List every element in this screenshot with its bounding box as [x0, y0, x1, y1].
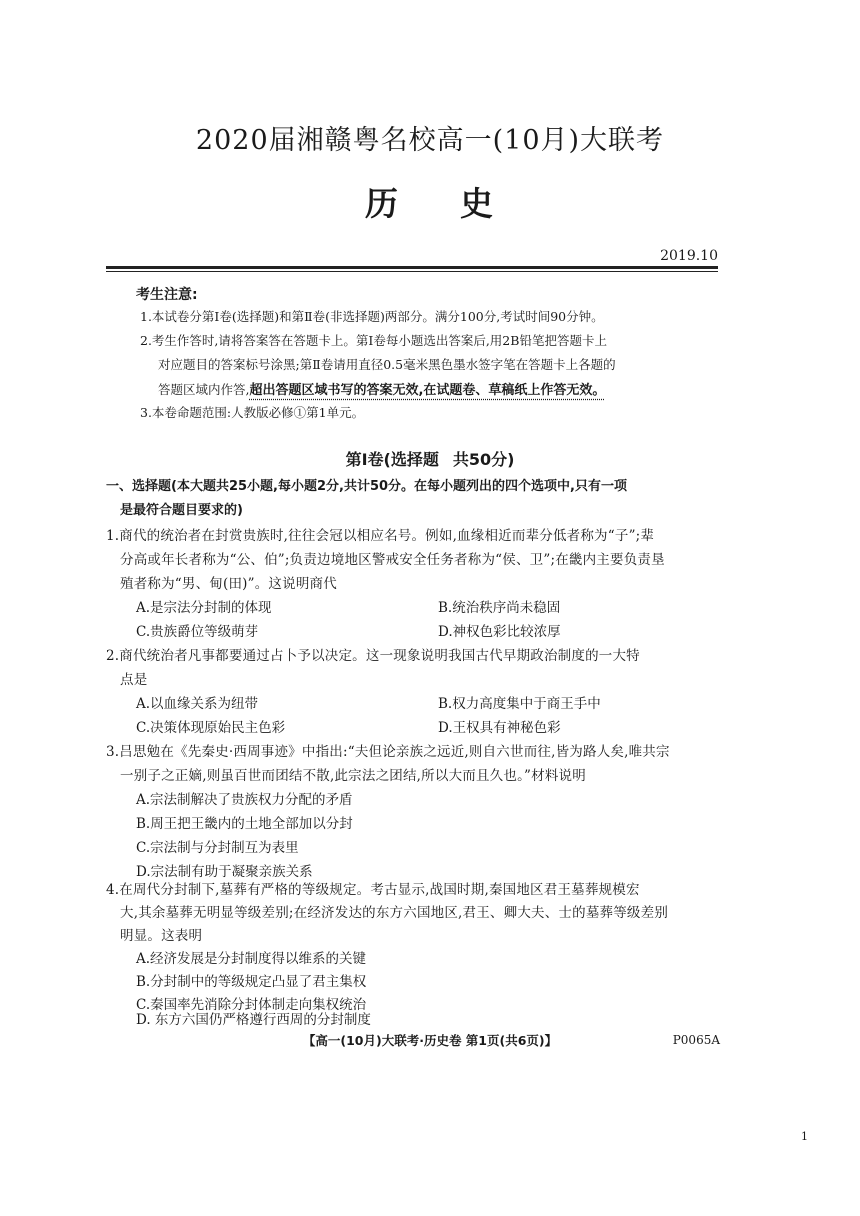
q2-option-a: A.以血缘关系为纽带 — [136, 696, 259, 712]
q1-option-d: D.神权色彩比较浓厚 — [438, 624, 561, 640]
q2-stem-line-2: 点是 — [120, 672, 148, 688]
section-title-left: 第Ⅰ卷(选择题 — [345, 450, 439, 469]
header-rule-thick — [106, 266, 718, 269]
q3-option-a: A.宗法制解决了贵族权力分配的矛盾 — [136, 792, 353, 808]
subject-char-right: 史 — [460, 184, 495, 223]
header-rule-thin — [106, 271, 718, 272]
q4-option-a: A.经济发展是分封制度得以维系的关键 — [136, 951, 367, 967]
q3-option-b: B.周王把王畿内的土地全部加以分封 — [136, 816, 353, 832]
exam-date: 2019.10 — [660, 248, 718, 264]
q4-option-c: C.秦国率先消除分封体制走向集权统治 — [136, 997, 367, 1013]
notice-line-2c-plain: 答题区域内作答, — [158, 382, 250, 397]
q1-option-c: C.贵族爵位等级萌芽 — [136, 624, 259, 640]
q4-stem-line-3: 明显。这表明 — [120, 928, 203, 944]
q1-stem-line-1: 1.商代的统治者在封赏贵族时,往往会冠以相应名号。例如,血缘相近而辈分低者称为“子”;辈 — [106, 528, 655, 544]
q2-stem-line-1: 2.商代统治者凡事都要通过占卜予以决定。这一现象说明我国古代早期政治制度的一大特 — [106, 648, 640, 664]
q3-stem-line-1: 3.吕思勉在《先秦史·西周事迹》中指出:“夫但论亲族之远近,则自六世而往,皆为路人矣,唯共宗 — [106, 744, 670, 760]
q3-option-c: C.宗法制与分封制互为表里 — [136, 840, 299, 856]
section-title — [0, 447, 860, 470]
notice-warning-emphasis: 超出答题区域书写的答案无效,在试题卷、草稿纸上作答无效。 — [249, 383, 606, 398]
notice-line-3: 3.本卷命题范围:人教版必修①第1单元。 — [140, 405, 365, 420]
q2-option-d: D.王权具有神秘色彩 — [438, 720, 561, 736]
q1-stem-line-3: 殖者称为“男、甸(田)”。这说明商代 — [120, 576, 337, 592]
q4-option-b: B.分封制中的等级规定凸显了君主集权 — [136, 974, 367, 990]
notice-line-2c — [158, 379, 605, 398]
section-title-right: 共50分) — [452, 450, 515, 469]
q3-option-d: D.宗法制有助于凝聚亲族关系 — [136, 864, 313, 880]
q4-stem-line-2: 大,其余墓葬无明显等级差别;在经济发达的东方六国地区,君王、卿大夫、士的墓葬等级差别 — [120, 905, 669, 921]
q1-option-b: B.统治秩序尚未稳固 — [438, 600, 561, 616]
notice-line-2b: 对应题目的答案标号涂黑;第Ⅱ卷请用直径0.5毫米黑色墨水签字笔在答题卡上各题的 — [158, 357, 616, 372]
q2-option-b: B.权力高度集中于商王手中 — [438, 696, 601, 712]
notice-heading: 考生注意: — [136, 287, 198, 303]
subject-title — [0, 178, 860, 225]
q4-stem-line-1: 4.在周代分封制下,墓葬有严格的等级规定。考古显示,战国时期,秦国地区君王墓葬规模宏 — [106, 882, 640, 898]
subject-char-left: 历 — [365, 184, 400, 223]
notice-line-2: 2.考生作答时,请将答案答在答题卡上。第Ⅰ卷每小题选出答案后,用2B铅笔把答题卡上 — [140, 333, 607, 348]
q2-option-c: C.决策体现原始民主色彩 — [136, 720, 286, 736]
q1-option-a: A.是宗法分封制的体现 — [136, 600, 272, 616]
exam-code: P0065A — [672, 1033, 720, 1047]
part-instruction-line-2: 是最符合题目要求的) — [120, 503, 243, 518]
page-footer: 【高一(10月)大联考·历史卷 第1页(共6页)】 — [302, 1033, 558, 1048]
exam-title: 2020届湘赣粤名校高一(10月)大联考 — [195, 125, 665, 156]
q4-option-d: D. 东方六国仍严格遵行西周的分封制度 — [136, 1012, 371, 1028]
q1-stem-line-2: 分高或年长者称为“公、伯”;负责边境地区警戒安全任务者称为“侯、卫”;在畿内主要负责垦 — [120, 552, 665, 568]
page-number: 1 — [801, 1130, 808, 1143]
notice-line-1: 1.本试卷分第Ⅰ卷(选择题)和第Ⅱ卷(非选择题)两部分。满分100分,考试时间90分钟。 — [140, 309, 604, 324]
part-instruction-line-1: 一、选择题(本大题共25小题,每小题2分,共计50分。在每小题列出的四个选项中,只有一项 — [106, 479, 627, 494]
q3-stem-line-2: 一别子之正嫡,则虽百世而团结不散,此宗法之团结,所以大而且久也。”材料说明 — [120, 768, 586, 784]
